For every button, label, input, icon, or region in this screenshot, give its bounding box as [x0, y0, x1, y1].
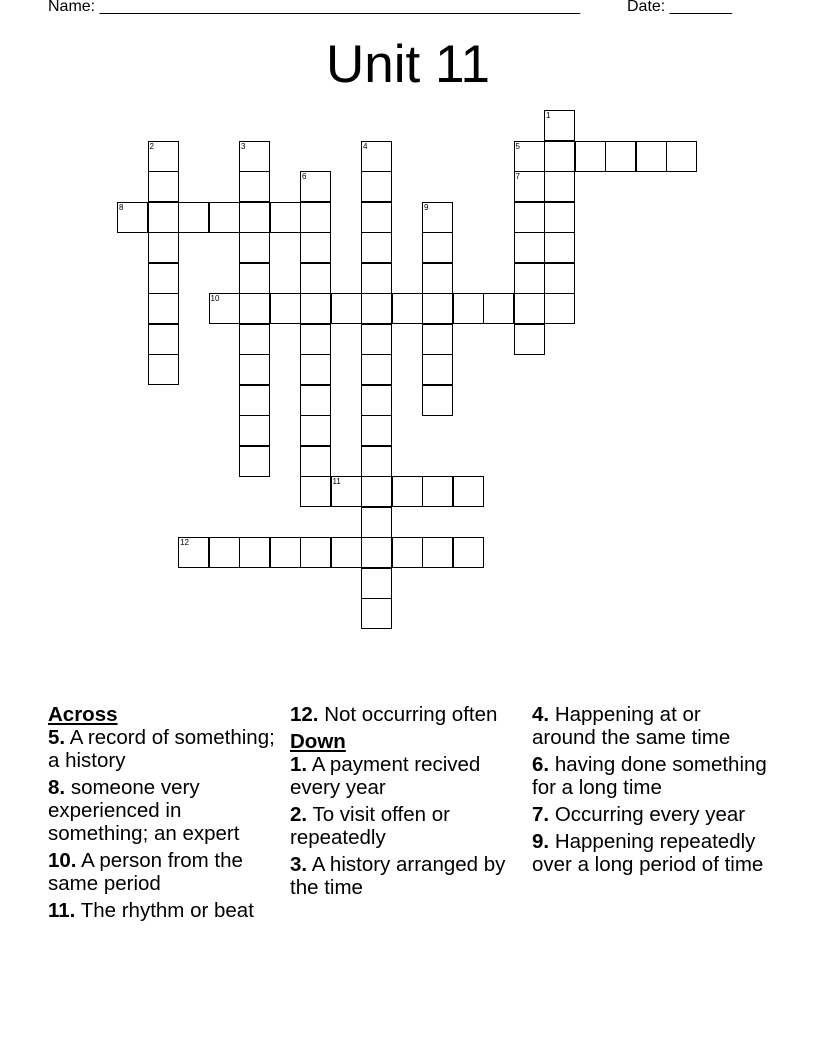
clue-text: A history arranged by the time	[290, 853, 506, 899]
crossword-cell[interactable]	[361, 507, 392, 538]
crossword-cell[interactable]	[636, 141, 667, 172]
crossword-cell[interactable]	[514, 232, 545, 263]
crossword-cell[interactable]	[239, 232, 270, 263]
clue-text: A record of something; a history	[48, 726, 275, 772]
cell-number: 6	[302, 172, 307, 181]
crossword-cell[interactable]	[300, 293, 331, 324]
crossword-cell[interactable]	[300, 537, 331, 568]
clue-across-10	[48, 849, 284, 895]
crossword-cell[interactable]	[239, 537, 270, 568]
crossword-cell[interactable]	[209, 202, 240, 233]
crossword-cell[interactable]	[148, 171, 179, 202]
crossword-cell[interactable]	[422, 263, 453, 294]
clue-across-12	[290, 703, 526, 726]
clue-text: The rhythm or beat	[80, 899, 254, 922]
crossword-cell[interactable]	[422, 293, 453, 324]
crossword-cell[interactable]	[361, 537, 392, 568]
crossword-cell[interactable]	[453, 537, 484, 568]
crossword-cell[interactable]	[300, 263, 331, 294]
crossword-cell[interactable]	[300, 446, 331, 477]
clue-text: A person from the same period	[48, 849, 243, 895]
clue-down-7	[532, 803, 768, 826]
crossword-cell[interactable]	[361, 171, 392, 202]
crossword-cell[interactable]	[300, 476, 331, 507]
across-heading: Across	[48, 703, 118, 726]
crossword-cell[interactable]	[270, 202, 301, 233]
crossword-cell[interactable]	[300, 415, 331, 446]
crossword-cell[interactable]	[361, 141, 392, 172]
down-heading: Down	[290, 730, 346, 753]
crossword-cell[interactable]	[361, 598, 392, 629]
crossword-cell[interactable]	[148, 232, 179, 263]
crossword-cell[interactable]	[148, 324, 179, 355]
crossword-cell[interactable]	[514, 324, 545, 355]
crossword-cell[interactable]	[331, 293, 362, 324]
clue-number: 2.	[290, 803, 308, 826]
crossword-cell[interactable]	[514, 141, 545, 172]
clue-number: 1.	[290, 753, 308, 776]
crossword-cell[interactable]	[361, 476, 392, 507]
crossword-cell[interactable]	[422, 324, 453, 355]
crossword-cell[interactable]	[361, 232, 392, 263]
cell-number: 8	[119, 202, 124, 212]
clue-number: 12.	[290, 703, 319, 726]
crossword-cell[interactable]	[422, 476, 453, 507]
crossword-cell[interactable]	[453, 293, 484, 324]
crossword-cell[interactable]	[239, 324, 270, 355]
crossword-cell[interactable]	[148, 141, 179, 172]
clue-number: 3.	[290, 853, 308, 876]
cell-number: 11	[332, 477, 341, 486]
clue-across-8	[48, 776, 284, 845]
clue-number: 6.	[532, 753, 550, 776]
cell-number: 4	[363, 141, 368, 151]
crossword-cell[interactable]	[361, 263, 392, 294]
cell-number: 12	[180, 538, 189, 547]
crossword-cell[interactable]	[300, 171, 331, 202]
crossword-cell[interactable]	[239, 171, 270, 202]
crossword-cell[interactable]	[148, 293, 179, 324]
crossword-cell[interactable]	[331, 537, 362, 568]
clue-down-9	[532, 830, 768, 876]
clue-text: A payment recived every year	[290, 753, 481, 799]
cell-number: 3	[241, 141, 246, 151]
crossword-cell[interactable]	[300, 232, 331, 263]
crossword-cell[interactable]	[361, 354, 392, 385]
crossword-cell[interactable]	[300, 324, 331, 355]
crossword-cell[interactable]	[544, 202, 575, 233]
crossword-cell[interactable]	[361, 568, 392, 599]
clue-text: Happening at or around the same time	[532, 703, 731, 749]
clues-column-3	[532, 703, 768, 880]
clue-down-3	[290, 853, 526, 899]
crossword-cell[interactable]	[544, 232, 575, 263]
clue-text: Not occurring often	[324, 703, 498, 726]
crossword-cell[interactable]	[575, 141, 606, 172]
crossword-cell[interactable]	[300, 202, 331, 233]
crossword-cell[interactable]	[300, 354, 331, 385]
clue-down-2	[290, 803, 526, 849]
crossword-cell[interactable]	[300, 385, 331, 416]
crossword-cell[interactable]	[331, 476, 362, 507]
crossword-cell[interactable]	[239, 141, 270, 172]
crossword-cell[interactable]	[514, 171, 545, 202]
clue-number: 11.	[48, 899, 76, 922]
cell-number: 7	[515, 172, 520, 181]
cell-number: 10	[210, 294, 220, 303]
clue-number: 7.	[532, 803, 550, 826]
crossword-cell[interactable]	[453, 476, 484, 507]
crossword-cell[interactable]	[361, 293, 392, 324]
date-field-label: Date: _______	[627, 0, 732, 15]
clue-text: Happening repeatedly over a long period of time	[532, 830, 764, 876]
crossword-cell[interactable]	[117, 202, 148, 233]
crossword-cell[interactable]	[422, 354, 453, 385]
crossword-cell[interactable]	[544, 110, 575, 141]
crossword-cell[interactable]	[514, 202, 545, 233]
clues-column-1	[48, 703, 284, 926]
cell-number: 5	[515, 141, 520, 151]
crossword-cell[interactable]	[483, 293, 514, 324]
crossword-cell[interactable]	[270, 293, 301, 324]
crossword-cell[interactable]	[392, 476, 423, 507]
crossword-cell[interactable]	[178, 202, 209, 233]
crossword-cell[interactable]	[239, 446, 270, 477]
crossword-cell[interactable]	[148, 202, 179, 233]
crossword-cell[interactable]	[422, 232, 453, 263]
crossword-cell[interactable]	[361, 324, 392, 355]
crossword-cell[interactable]	[361, 415, 392, 446]
crossword-cell[interactable]	[544, 171, 575, 202]
crossword-cell[interactable]	[422, 202, 453, 233]
clue-text: someone very experienced in something; an expert	[48, 776, 240, 845]
page-title: Unit 11	[326, 35, 490, 94]
clue-text: having done something for a long time	[532, 753, 767, 799]
crossword-cell[interactable]	[178, 537, 209, 568]
clue-text: To visit offen or repeatedly	[290, 803, 450, 849]
clue-across-11	[48, 899, 284, 922]
crossword-cell[interactable]	[392, 537, 423, 568]
crossword-cell[interactable]	[544, 293, 575, 324]
clue-number: 10.	[48, 849, 77, 872]
crossword-cell[interactable]	[209, 293, 240, 324]
crossword-cell[interactable]	[239, 202, 270, 233]
crossword-cell[interactable]	[422, 385, 453, 416]
crossword-cell[interactable]	[209, 537, 240, 568]
crossword-cell[interactable]	[605, 141, 636, 172]
crossword-cell[interactable]	[361, 202, 392, 233]
crossword-cell[interactable]	[422, 537, 453, 568]
clue-down-1	[290, 753, 526, 799]
crossword-cell[interactable]	[361, 385, 392, 416]
clue-across-5	[48, 726, 284, 772]
cell-number: 9	[424, 202, 429, 212]
clue-number: 8.	[48, 776, 66, 799]
crossword-cell[interactable]	[514, 293, 545, 324]
name-field-label: Name: ______________________________________________________	[48, 0, 581, 15]
clues-column-2	[290, 703, 526, 903]
crossword-cell[interactable]	[148, 354, 179, 385]
crossword-cell[interactable]	[666, 141, 697, 172]
crossword-cell[interactable]	[514, 263, 545, 294]
crossword-cell[interactable]	[148, 263, 179, 294]
cell-number: 1	[546, 111, 551, 120]
clue-number: 4.	[532, 703, 550, 726]
clue-down-6	[532, 753, 768, 799]
crossword-cell[interactable]	[544, 263, 575, 294]
crossword-cell[interactable]	[239, 263, 270, 294]
clue-number: 5.	[48, 726, 66, 749]
crossword-cell[interactable]	[239, 385, 270, 416]
clue-text: Occurring every year	[554, 803, 746, 826]
crossword-cell[interactable]	[361, 446, 392, 477]
crossword-cell[interactable]	[239, 354, 270, 385]
crossword-cell[interactable]	[270, 537, 301, 568]
crossword-cell[interactable]	[239, 293, 270, 324]
clue-down-4	[532, 703, 768, 749]
crossword-cell[interactable]	[392, 293, 423, 324]
cell-number: 2	[149, 141, 154, 151]
crossword-cell[interactable]	[239, 415, 270, 446]
crossword-cell[interactable]	[544, 141, 575, 172]
clue-number: 9.	[532, 830, 550, 853]
